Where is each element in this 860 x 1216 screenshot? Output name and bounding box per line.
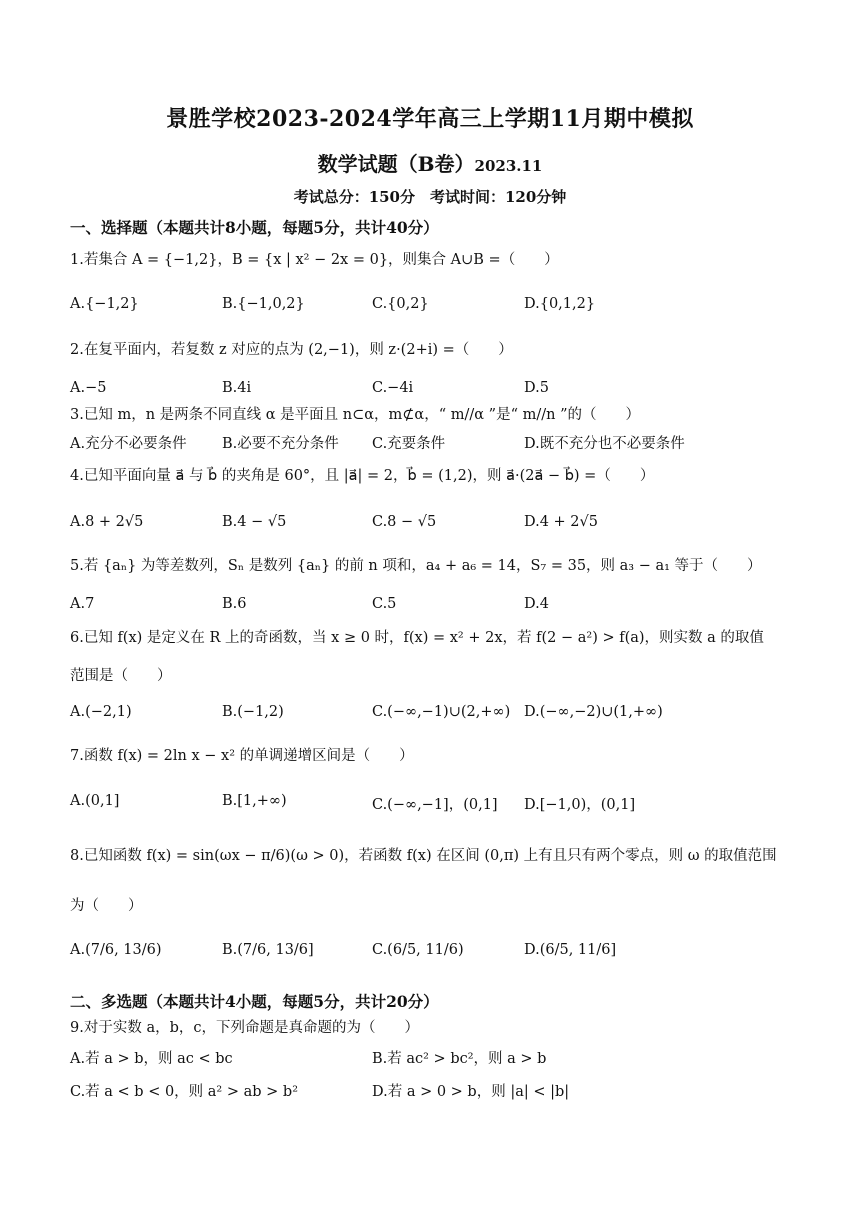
option-a: A.7 bbox=[70, 596, 95, 612]
option-a: A.若 a > b，则 ac < bc bbox=[70, 1051, 233, 1067]
question-2-options bbox=[70, 380, 810, 404]
option-d: D.4 bbox=[524, 596, 549, 612]
subtitle-text: 数学试题（B卷） bbox=[317, 152, 475, 176]
option-c: C.(6/5, 11/6) bbox=[372, 942, 464, 958]
question-6-options bbox=[70, 704, 810, 728]
option-a: A.(0,1] bbox=[70, 793, 120, 809]
option-a: A.8 + 2√5 bbox=[70, 514, 144, 530]
question-7-options bbox=[70, 793, 810, 817]
option-c: C.充要条件 bbox=[372, 436, 446, 452]
question-6-stem-continued: 范围是（ ） bbox=[70, 668, 172, 684]
question-6-stem: 6.已知 f(x) 是定义在 R 上的奇函数，当 x ≥ 0 时，f(x) = x² + 2x，若 f(2 − a²) > f(a)，则实数 a 的取值 bbox=[70, 630, 764, 646]
option-b: B.必要不充分条件 bbox=[222, 436, 339, 452]
question-3-stem: 3.已知 m，n 是两条不同直线 α 是平面且 n⊂α，m⊄α，“ m//α ”是“ m//n ”的（ ） bbox=[70, 407, 640, 423]
option-d: D.若 a > 0 > b，则 |a| < |b| bbox=[372, 1084, 570, 1100]
question-1-stem: 1.若集合 A = {−1,2}，B = {x | x² − 2x = 0}，则集合 A∪B =（ ） bbox=[70, 252, 559, 268]
option-c: C.{0,2} bbox=[372, 296, 429, 312]
option-d: D.(−∞,−2)∪(1,+∞) bbox=[524, 704, 663, 720]
question-9-options-row-2 bbox=[70, 1080, 810, 1104]
exam-subtitle bbox=[0, 148, 860, 177]
question-5-stem: 5.若 {aₙ} 为等差数列，Sₙ 是数列 {aₙ} 的前 n 项和，a₄ + a₆ = 14，S₇ = 35，则 a₃ − a₁ 等于（ ） bbox=[70, 558, 762, 574]
question-4-stem: 4.已知平面向量 a⃗ 与 b⃗ 的夹角是 60°，且 |a⃗| = 2，b⃗ = (1,2)，则 a⃗·(2a⃗ − b⃗) =（ ） bbox=[70, 468, 655, 484]
option-d: D.{0,1,2} bbox=[524, 296, 596, 312]
option-b: B.{−1,0,2} bbox=[222, 296, 305, 312]
section-heading-single-choice: 一、选择题（本题共计8小题，每题5分，共计40分） bbox=[70, 218, 439, 237]
question-8-stem-continued: 为（ ） bbox=[70, 898, 143, 914]
question-9-stem: 9.对于实数 a，b，c，下列命题是真命题的为（ ） bbox=[70, 1020, 419, 1036]
option-b: B.若 ac² > bc²，则 a > b bbox=[372, 1051, 547, 1067]
exam-title: 景胜学校2023-2024学年高三上学期11月期中模拟 bbox=[166, 106, 694, 132]
option-a: A.(7/6, 13/6) bbox=[70, 942, 162, 958]
section-heading-multiple-choice: 二、多选题（本题共计4小题，每题5分，共计20分） bbox=[70, 992, 439, 1011]
option-b: B.[1,+∞) bbox=[222, 793, 287, 809]
option-d: D.既不充分也不必要条件 bbox=[524, 436, 685, 452]
option-c: C.(−∞,−1]，(0,1] bbox=[372, 797, 498, 813]
option-c: C.5 bbox=[372, 596, 397, 612]
option-b: B.(7/6, 13/6] bbox=[222, 942, 314, 958]
question-7-stem: 7.函数 f(x) = 2ln x − x² 的单调递增区间是（ ） bbox=[70, 748, 414, 764]
question-8-stem: 8.已知函数 f(x) = sin(ωx − π/6)(ω > 0)，若函数 f(x) 在区间 (0,π) 上有且只有两个零点，则 ω 的取值范围 bbox=[70, 848, 777, 864]
option-b: B.6 bbox=[222, 596, 247, 612]
exam-info: 考试总分：150分 考试时间：120分钟 bbox=[293, 188, 567, 206]
option-a: A.(−2,1) bbox=[70, 704, 132, 720]
question-2-stem: 2.在复平面内，若复数 z 对应的点为 (2,−1)，则 z·(2+i) =（ ） bbox=[70, 342, 513, 358]
option-b: B.(−1,2) bbox=[222, 704, 284, 720]
option-a: A.充分不必要条件 bbox=[70, 436, 187, 452]
option-c: C.若 a < b < 0，则 a² > ab > b² bbox=[70, 1084, 299, 1100]
option-c: C.(−∞,−1)∪(2,+∞) bbox=[372, 704, 511, 720]
option-d: D.4 + 2√5 bbox=[524, 514, 599, 530]
question-1-options bbox=[70, 296, 810, 320]
option-c: C.−4i bbox=[372, 380, 414, 396]
option-d: D.(6/5, 11/6] bbox=[524, 942, 617, 958]
question-9-options-row-1 bbox=[70, 1047, 810, 1071]
exam-date: 2023.11 bbox=[474, 157, 543, 175]
option-b: B.4 − √5 bbox=[222, 514, 287, 530]
option-c: C.8 − √5 bbox=[372, 514, 437, 530]
option-a: A.−5 bbox=[70, 380, 107, 396]
question-3-options bbox=[70, 432, 810, 456]
question-4-options bbox=[70, 514, 810, 538]
option-b: B.4i bbox=[222, 380, 252, 396]
question-8-options bbox=[70, 942, 810, 966]
question-5-options bbox=[70, 596, 810, 620]
option-a: A.{−1,2} bbox=[70, 296, 139, 312]
option-d: D.[−1,0)，(0,1] bbox=[524, 797, 636, 813]
option-d: D.5 bbox=[524, 380, 549, 396]
